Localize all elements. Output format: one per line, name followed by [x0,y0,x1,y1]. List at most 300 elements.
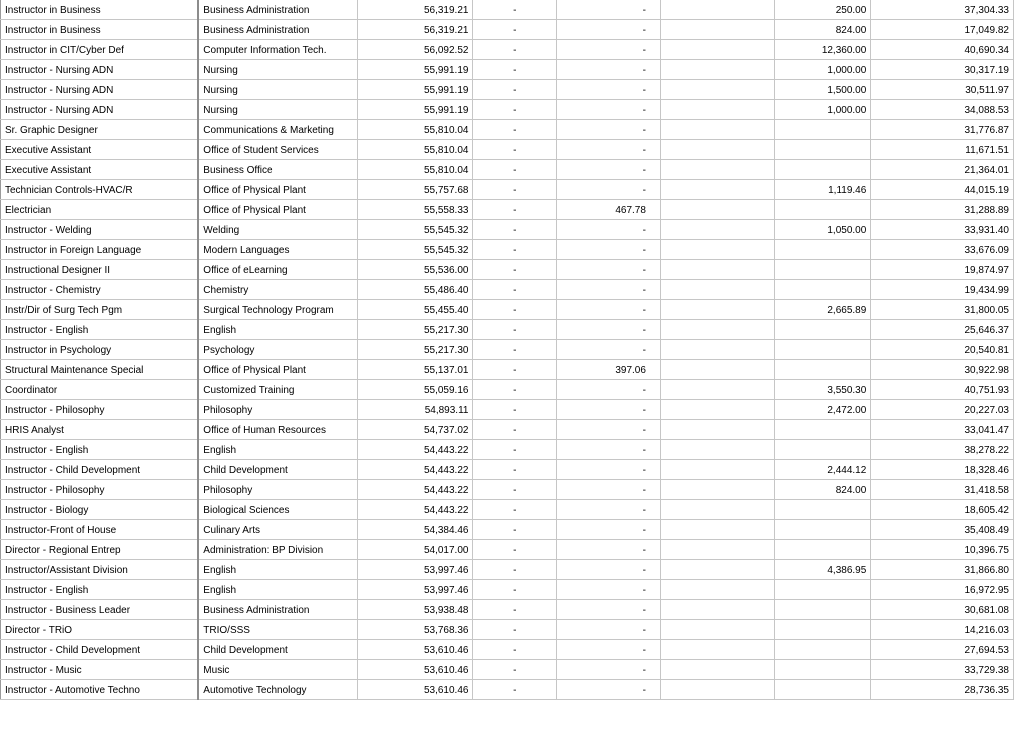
cell-job-title[interactable]: Instr/Dir of Surg Tech Pgm [1,300,199,320]
table-row [1,40,1014,60]
cell-col4[interactable]: - [473,300,557,320]
cell-col6[interactable] [660,20,775,40]
cell-job-title[interactable]: Sr. Graphic Designer [1,120,199,140]
cell-col6[interactable] [660,560,775,580]
cell-col5[interactable]: - [557,340,661,360]
cell-col5[interactable]: - [557,640,661,660]
cell-col7[interactable] [775,240,871,260]
cell-salary[interactable]: 54,017.00 [357,540,473,560]
cell-department[interactable]: Office of Physical Plant [198,180,357,200]
cell-col5[interactable]: - [557,180,661,200]
cell-col8[interactable]: 35,408.49 [871,520,1014,540]
cell-col7[interactable] [775,600,871,620]
cell-col5[interactable]: - [557,40,661,60]
cell-col8[interactable]: 19,434.99 [871,280,1014,300]
cell-job-title[interactable]: Instructor - Nursing ADN [1,60,199,80]
cell-department[interactable]: Automotive Technology [198,680,357,700]
cell-job-title[interactable]: Instructor in Business [1,0,199,20]
cell-salary[interactable]: 55,558.33 [357,200,473,220]
cell-job-title[interactable]: Instructor - English [1,580,199,600]
cell-col7[interactable]: 1,000.00 [775,100,871,120]
cell-job-title[interactable]: Director - TRiO [1,620,199,640]
cell-col8[interactable]: 30,511.97 [871,80,1014,100]
cell-salary[interactable]: 55,810.04 [357,160,473,180]
cell-col5[interactable]: - [557,120,661,140]
cell-job-title[interactable]: Instructor - Nursing ADN [1,100,199,120]
cell-col4[interactable]: - [473,360,557,380]
cell-col5[interactable]: - [557,400,661,420]
cell-col4[interactable]: - [473,580,557,600]
cell-salary[interactable]: 55,545.32 [357,240,473,260]
cell-col7[interactable] [775,160,871,180]
cell-col6[interactable] [660,280,775,300]
cell-col4[interactable]: - [473,380,557,400]
cell-col5[interactable]: 467.78 [557,200,661,220]
cell-col8[interactable]: 33,676.09 [871,240,1014,260]
table-row [1,660,1014,680]
cell-col8[interactable]: 25,646.37 [871,320,1014,340]
cell-col6[interactable] [660,500,775,520]
cell-job-title[interactable]: Instructor-Front of House [1,520,199,540]
cell-col6[interactable] [660,480,775,500]
cell-col7[interactable] [775,200,871,220]
cell-col7[interactable] [775,680,871,700]
table-row [1,480,1014,500]
cell-department[interactable]: Business Administration [198,600,357,620]
cell-salary[interactable]: 54,737.02 [357,420,473,440]
cell-col6[interactable] [660,80,775,100]
cell-col4[interactable]: - [473,200,557,220]
table-row [1,340,1014,360]
cell-col5[interactable]: - [557,420,661,440]
cell-col6[interactable] [660,120,775,140]
table-row [1,320,1014,340]
cell-col6[interactable] [660,300,775,320]
cell-col7[interactable]: 1,050.00 [775,220,871,240]
cell-department[interactable]: Nursing [198,100,357,120]
cell-col4[interactable]: - [473,40,557,60]
table-row [1,520,1014,540]
cell-department[interactable]: Office of Physical Plant [198,360,357,380]
cell-col6[interactable] [660,520,775,540]
cell-salary[interactable]: 56,319.21 [357,0,473,20]
cell-col5[interactable]: - [557,280,661,300]
cell-job-title[interactable]: Coordinator [1,380,199,400]
cell-col8[interactable]: 20,227.03 [871,400,1014,420]
cell-col6[interactable] [660,200,775,220]
cell-col6[interactable] [660,220,775,240]
table-row [1,420,1014,440]
cell-col7[interactable]: 3,550.30 [775,380,871,400]
cell-col6[interactable] [660,40,775,60]
cell-col6[interactable] [660,380,775,400]
cell-job-title[interactable]: Instructor - Chemistry [1,280,199,300]
cell-col5[interactable]: - [557,480,661,500]
cell-job-title[interactable]: Instructor - English [1,320,199,340]
table-row [1,180,1014,200]
cell-salary[interactable]: 53,610.46 [357,680,473,700]
cell-job-title[interactable]: Instructor - Music [1,660,199,680]
cell-col4[interactable]: - [473,680,557,700]
cell-job-title[interactable]: Instructor - English [1,440,199,460]
cell-job-title[interactable]: Executive Assistant [1,140,199,160]
cell-col5[interactable]: - [557,160,661,180]
cell-col8[interactable]: 31,288.89 [871,200,1014,220]
table-row [1,560,1014,580]
cell-job-title[interactable]: Instructor - Welding [1,220,199,240]
cell-col7[interactable] [775,320,871,340]
cell-job-title[interactable]: Instructor in Foreign Language [1,240,199,260]
cell-col8[interactable]: 16,972.95 [871,580,1014,600]
cell-col5[interactable]: - [557,220,661,240]
table-body [1,0,1014,700]
cell-col7[interactable] [775,260,871,280]
cell-col5[interactable]: - [557,680,661,700]
cell-col6[interactable] [660,320,775,340]
cell-col8[interactable]: 19,874.97 [871,260,1014,280]
cell-col8[interactable]: 31,866.80 [871,560,1014,580]
cell-col6[interactable] [660,100,775,120]
cell-salary[interactable]: 55,137.01 [357,360,473,380]
table-row [1,540,1014,560]
cell-col4[interactable]: - [473,400,557,420]
cell-job-title[interactable]: Executive Assistant [1,160,199,180]
cell-department[interactable]: Nursing [198,80,357,100]
cell-department[interactable]: Psychology [198,340,357,360]
table-row [1,80,1014,100]
cell-department[interactable]: Music [198,660,357,680]
cell-col7[interactable]: 1,500.00 [775,80,871,100]
cell-col5[interactable]: - [557,460,661,480]
cell-col6[interactable] [660,440,775,460]
cell-col7[interactable] [775,340,871,360]
cell-col8[interactable]: 17,049.82 [871,20,1014,40]
cell-col7[interactable] [775,420,871,440]
cell-col5[interactable]: - [557,520,661,540]
cell-col4[interactable]: - [473,180,557,200]
cell-salary[interactable]: 56,092.52 [357,40,473,60]
table-row [1,440,1014,460]
cell-col5[interactable]: - [557,540,661,560]
cell-department[interactable]: English [198,440,357,460]
cell-col6[interactable] [660,160,775,180]
cell-col8[interactable]: 38,278.22 [871,440,1014,460]
table-row [1,220,1014,240]
cell-col7[interactable] [775,640,871,660]
cell-col7[interactable]: 824.00 [775,20,871,40]
cell-col8[interactable]: 37,304.33 [871,0,1014,20]
cell-col7[interactable]: 824.00 [775,480,871,500]
cell-col4[interactable]: - [473,20,557,40]
cell-col8[interactable]: 30,681.08 [871,600,1014,620]
cell-col6[interactable] [660,0,775,20]
cell-col6[interactable] [660,240,775,260]
cell-department[interactable]: TRIO/SSS [198,620,357,640]
cell-salary[interactable]: 54,443.22 [357,460,473,480]
cell-col5[interactable]: - [557,300,661,320]
cell-job-title[interactable]: Instructor in CIT/Cyber Def [1,40,199,60]
cell-col5[interactable]: - [557,440,661,460]
cell-job-title[interactable]: Instructor in Psychology [1,340,199,360]
cell-salary[interactable]: 53,997.46 [357,560,473,580]
cell-col8[interactable]: 40,690.34 [871,40,1014,60]
cell-department[interactable]: Office of Student Services [198,140,357,160]
cell-col4[interactable]: - [473,140,557,160]
cell-col5[interactable]: - [557,60,661,80]
cell-col4[interactable]: - [473,340,557,360]
cell-department[interactable]: Nursing [198,60,357,80]
table-row [1,0,1014,20]
cell-col7[interactable] [775,660,871,680]
cell-col8[interactable]: 10,396.75 [871,540,1014,560]
cell-col7[interactable] [775,520,871,540]
cell-col4[interactable]: - [473,620,557,640]
cell-col5[interactable]: - [557,100,661,120]
cell-col8[interactable]: 31,776.87 [871,120,1014,140]
cell-col5[interactable]: - [557,660,661,680]
cell-salary[interactable]: 55,991.19 [357,80,473,100]
cell-col6[interactable] [660,600,775,620]
cell-col4[interactable]: - [473,60,557,80]
cell-col6[interactable] [660,680,775,700]
cell-col8[interactable]: 31,800.05 [871,300,1014,320]
cell-col4[interactable]: - [473,500,557,520]
cell-col4[interactable]: - [473,160,557,180]
cell-col5[interactable]: - [557,600,661,620]
cell-col6[interactable] [660,460,775,480]
cell-col4[interactable]: - [473,320,557,340]
cell-salary[interactable]: 55,536.00 [357,260,473,280]
cell-salary[interactable]: 53,768.36 [357,620,473,640]
cell-col7[interactable] [775,500,871,520]
cell-job-title[interactable]: Instructor - Philosophy [1,400,199,420]
cell-job-title[interactable]: Instructor - Child Development [1,640,199,660]
cell-col7[interactable]: 2,444.12 [775,460,871,480]
cell-department[interactable]: Welding [198,220,357,240]
cell-job-title[interactable]: Instructional Designer II [1,260,199,280]
cell-col5[interactable]: 397.06 [557,360,661,380]
table-row [1,300,1014,320]
cell-col5[interactable]: - [557,20,661,40]
cell-department[interactable]: Computer Information Tech. [198,40,357,60]
cell-department[interactable]: Business Administration [198,0,357,20]
cell-department[interactable]: Culinary Arts [198,520,357,540]
cell-job-title[interactable]: Instructor - Business Leader [1,600,199,620]
cell-col8[interactable]: 33,931.40 [871,220,1014,240]
cell-job-title[interactable]: HRIS Analyst [1,420,199,440]
cell-col6[interactable] [660,420,775,440]
cell-salary[interactable]: 54,443.22 [357,440,473,460]
cell-col6[interactable] [660,580,775,600]
cell-col8[interactable]: 18,605.42 [871,500,1014,520]
cell-col4[interactable]: - [473,520,557,540]
cell-salary[interactable]: 54,384.46 [357,520,473,540]
table-row [1,360,1014,380]
cell-job-title[interactable]: Technician Controls-HVAC/R [1,180,199,200]
cell-job-title[interactable]: Instructor - Philosophy [1,480,199,500]
cell-job-title[interactable]: Instructor - Nursing ADN [1,80,199,100]
cell-col4[interactable]: - [473,120,557,140]
cell-department[interactable]: English [198,560,357,580]
cell-col6[interactable] [660,180,775,200]
cell-col4[interactable]: - [473,640,557,660]
cell-department[interactable]: Chemistry [198,280,357,300]
cell-department[interactable]: Philosophy [198,480,357,500]
cell-col7[interactable] [775,440,871,460]
cell-col5[interactable]: - [557,620,661,640]
cell-col4[interactable]: - [473,560,557,580]
cell-col7[interactable] [775,360,871,380]
cell-col6[interactable] [660,620,775,640]
cell-job-title[interactable]: Instructor in Business [1,20,199,40]
cell-salary[interactable]: 53,997.46 [357,580,473,600]
cell-col4[interactable]: - [473,660,557,680]
cell-salary[interactable]: 55,455.40 [357,300,473,320]
cell-salary[interactable]: 54,893.11 [357,400,473,420]
cell-col5[interactable]: - [557,580,661,600]
cell-department[interactable]: Customized Training [198,380,357,400]
cell-col4[interactable]: - [473,280,557,300]
table-row [1,260,1014,280]
cell-salary[interactable]: 55,545.32 [357,220,473,240]
cell-col5[interactable]: - [557,500,661,520]
cell-col7[interactable]: 4,386.95 [775,560,871,580]
cell-col6[interactable] [660,260,775,280]
cell-salary[interactable]: 55,991.19 [357,100,473,120]
cell-salary[interactable]: 55,486.40 [357,280,473,300]
table-row [1,280,1014,300]
cell-department[interactable]: Office of Human Resources [198,420,357,440]
cell-department[interactable]: English [198,580,357,600]
cell-col4[interactable]: - [473,240,557,260]
cell-department[interactable]: Surgical Technology Program [198,300,357,320]
cell-salary[interactable]: 55,810.04 [357,120,473,140]
cell-salary[interactable]: 56,319.21 [357,20,473,40]
cell-job-title[interactable]: Electrician [1,200,199,220]
cell-col7[interactable] [775,620,871,640]
cell-job-title[interactable]: Director - Regional Entrep [1,540,199,560]
cell-salary[interactable]: 53,938.48 [357,600,473,620]
cell-salary[interactable]: 55,810.04 [357,140,473,160]
cell-department[interactable]: Administration: BP Division [198,540,357,560]
cell-col8[interactable]: 33,041.47 [871,420,1014,440]
cell-col4[interactable]: - [473,80,557,100]
cell-col8[interactable]: 28,736.35 [871,680,1014,700]
cell-salary[interactable]: 55,217.30 [357,340,473,360]
cell-col8[interactable]: 44,015.19 [871,180,1014,200]
cell-col6[interactable] [660,400,775,420]
cell-col8[interactable]: 33,729.38 [871,660,1014,680]
cell-col7[interactable] [775,580,871,600]
cell-col7[interactable]: 250.00 [775,0,871,20]
table-row [1,400,1014,420]
cell-col8[interactable]: 18,328.46 [871,460,1014,480]
cell-col5[interactable]: - [557,320,661,340]
cell-col8[interactable]: 34,088.53 [871,100,1014,120]
cell-col8[interactable]: 30,317.19 [871,60,1014,80]
cell-col7[interactable] [775,140,871,160]
cell-col7[interactable] [775,280,871,300]
cell-col6[interactable] [660,340,775,360]
cell-salary[interactable]: 53,610.46 [357,660,473,680]
cell-department[interactable]: Office of Physical Plant [198,200,357,220]
cell-salary[interactable]: 55,217.30 [357,320,473,340]
cell-job-title[interactable]: Instructor/Assistant Division [1,560,199,580]
cell-job-title[interactable]: Structural Maintenance Special [1,360,199,380]
cell-department[interactable]: Child Development [198,640,357,660]
cell-col8[interactable]: 14,216.03 [871,620,1014,640]
cell-col6[interactable] [660,640,775,660]
cell-col4[interactable]: - [473,440,557,460]
cell-col8[interactable]: 11,671.51 [871,140,1014,160]
cell-department[interactable]: Business Administration [198,20,357,40]
cell-col8[interactable]: 31,418.58 [871,480,1014,500]
cell-department[interactable]: English [198,320,357,340]
cell-salary[interactable]: 54,443.22 [357,500,473,520]
cell-col8[interactable]: 20,540.81 [871,340,1014,360]
cell-department[interactable]: Communications & Marketing [198,120,357,140]
cell-job-title[interactable]: Instructor - Biology [1,500,199,520]
cell-col5[interactable]: - [557,560,661,580]
cell-salary[interactable]: 55,757.68 [357,180,473,200]
cell-col5[interactable]: - [557,260,661,280]
cell-salary[interactable]: 55,059.16 [357,380,473,400]
cell-job-title[interactable]: Instructor - Child Development [1,460,199,480]
cell-col4[interactable]: - [473,460,557,480]
cell-col4[interactable]: - [473,100,557,120]
cell-col7[interactable] [775,540,871,560]
cell-department[interactable]: Office of eLearning [198,260,357,280]
cell-department[interactable]: Child Development [198,460,357,480]
cell-department[interactable]: Philosophy [198,400,357,420]
cell-col8[interactable]: 30,922.98 [871,360,1014,380]
cell-col4[interactable]: - [473,600,557,620]
cell-salary[interactable]: 54,443.22 [357,480,473,500]
cell-job-title[interactable]: Instructor - Automotive Techno [1,680,199,700]
cell-col4[interactable]: - [473,220,557,240]
cell-col6[interactable] [660,360,775,380]
cell-col7[interactable]: 1,119.46 [775,180,871,200]
cell-col7[interactable]: 2,472.00 [775,400,871,420]
cell-col6[interactable] [660,540,775,560]
cell-col7[interactable]: 1,000.00 [775,60,871,80]
cell-col8[interactable]: 40,751.93 [871,380,1014,400]
cell-salary[interactable]: 53,610.46 [357,640,473,660]
cell-col7[interactable] [775,120,871,140]
cell-col4[interactable]: - [473,480,557,500]
cell-col7[interactable]: 12,360.00 [775,40,871,60]
cell-col5[interactable]: - [557,140,661,160]
cell-col5[interactable]: - [557,80,661,100]
cell-salary[interactable]: 55,991.19 [357,60,473,80]
cell-col7[interactable]: 2,665.89 [775,300,871,320]
cell-col4[interactable]: - [473,540,557,560]
cell-col4[interactable]: - [473,0,557,20]
cell-col4[interactable]: - [473,420,557,440]
cell-col8[interactable]: 27,694.53 [871,640,1014,660]
cell-department[interactable]: Business Office [198,160,357,180]
cell-col8[interactable]: 21,364.01 [871,160,1014,180]
cell-col5[interactable]: - [557,0,661,20]
cell-department[interactable]: Modern Languages [198,240,357,260]
cell-col6[interactable] [660,60,775,80]
cell-col6[interactable] [660,660,775,680]
cell-col6[interactable] [660,140,775,160]
cell-col4[interactable]: - [473,260,557,280]
cell-department[interactable]: Biological Sciences [198,500,357,520]
cell-col5[interactable]: - [557,240,661,260]
cell-col5[interactable]: - [557,380,661,400]
